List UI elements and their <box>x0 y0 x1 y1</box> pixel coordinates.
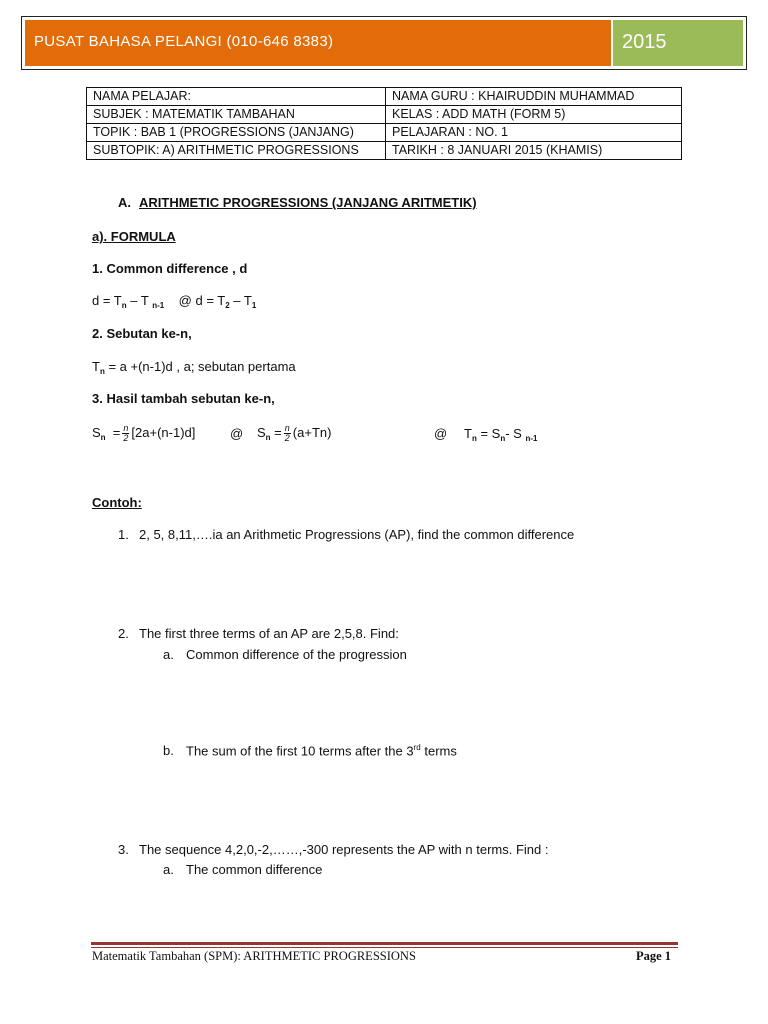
table-cell: NAMA GURU : KHAIRUDDIN MUHAMMAD <box>386 88 682 106</box>
question-letter: a. <box>163 647 174 662</box>
question-2a: Common difference of the progression <box>186 647 407 662</box>
contoh-heading: Contoh: <box>92 495 142 510</box>
question-letter: a. <box>163 862 174 877</box>
formula-1-title: 1. Common difference , d <box>92 261 248 276</box>
formula-3-title: 3. Hasil tambah sebutan ke-n, <box>92 391 275 406</box>
formula-3-sum-a: $S_n$ = $\frac{n}{2}$ [2a+(n-1)d] <box>92 423 196 443</box>
footer-rule <box>91 942 678 945</box>
table-cell: NAMA PELAJAR: <box>87 88 386 106</box>
formula-2-expression: $T_n = a +(n-1)d$ , a; sebutan pertama <box>92 359 296 376</box>
table-cell: SUBJEK : MATEMATIK TAMBAHAN <box>87 106 386 124</box>
fraction-n-over-2: $\frac{n}{2}$ <box>284 423 290 443</box>
formula-heading: a). FORMULA <box>92 229 176 244</box>
table-cell: PELAJARAN : NO. 1 <box>386 124 682 142</box>
table-row <box>87 142 682 160</box>
fraction-n-over-2: $\frac{n}{2}$ <box>123 423 129 443</box>
question-2b <box>186 743 457 758</box>
table-row <box>87 124 682 142</box>
info-table <box>86 87 682 160</box>
table-row <box>87 106 682 124</box>
footer-title: Matematik Tambahan (SPM): ARITHMETIC PROGRESSIONS <box>92 949 416 963</box>
table-cell: TARIKH : 8 JANUARI 2015 (KHAMIS) <box>386 142 682 160</box>
header-year: 2015 <box>622 31 667 53</box>
question-3a: The common difference <box>186 862 323 877</box>
or-symbol: @ <box>434 426 448 441</box>
formula-2-title: 2. Sebutan ke-n, <box>92 326 192 341</box>
header-title: PUSAT BAHASA PELANGI (010-646 8383) <box>34 33 334 50</box>
formula-3-part1: [2a+(n-1)d] <box>131 424 196 440</box>
question-2b-end: terms <box>420 743 457 759</box>
or-symbol: @ <box>230 426 244 441</box>
section-letter: A. <box>118 195 131 210</box>
question-number: 2. <box>118 626 129 641</box>
table-cell: SUBTOPIK: A) ARITHMETIC PROGRESSIONS <box>87 142 386 160</box>
table-cell: KELAS : ADD MATH (FORM 5) <box>386 106 682 124</box>
question-number: 1. <box>118 527 129 542</box>
formula-2-note: = a +(n-1)d , a; sebutan pertama <box>104 359 296 374</box>
footer-rule-thin <box>91 947 678 948</box>
table-cell: TOPIK : BAB 1 (PROGRESSIONS (JANJANG) <box>87 124 386 142</box>
table-row <box>87 88 682 106</box>
question-2: The first three terms of an AP are 2,5,8. Find: <box>139 626 399 641</box>
question-1: 2, 5, 8,11,….ia an Arithmetic Progressions (AP), find the common difference <box>139 527 575 542</box>
question-number: 3. <box>118 842 129 857</box>
question-letter: b. <box>163 743 174 758</box>
formula-3-sum-b: $S_n$ = $\frac{n}{2}$ (a+Tn) <box>257 423 332 443</box>
or-symbol: @ <box>178 293 192 308</box>
page-number: Page 1 <box>636 949 672 963</box>
question-3: The sequence 4,2,0,-2,……,-300 represents the AP with n terms. Find : <box>139 842 549 857</box>
formula-1-expression: $d = T_n - T$ $_{n-1}$ @ $d = T_2 - T_1$ <box>92 293 257 310</box>
ordinal-suffix: rd <box>413 743 421 752</box>
question-2b-text: The sum of the first 10 terms after the 3 <box>186 743 414 759</box>
section-heading: ARITHMETIC PROGRESSIONS (JANJANG ARITMETIK) <box>139 195 477 210</box>
formula-3-part2: (a+Tn) <box>292 424 332 440</box>
formula-3-term: $T_n = S_n-$ S $_{n-1}$ <box>464 426 538 443</box>
